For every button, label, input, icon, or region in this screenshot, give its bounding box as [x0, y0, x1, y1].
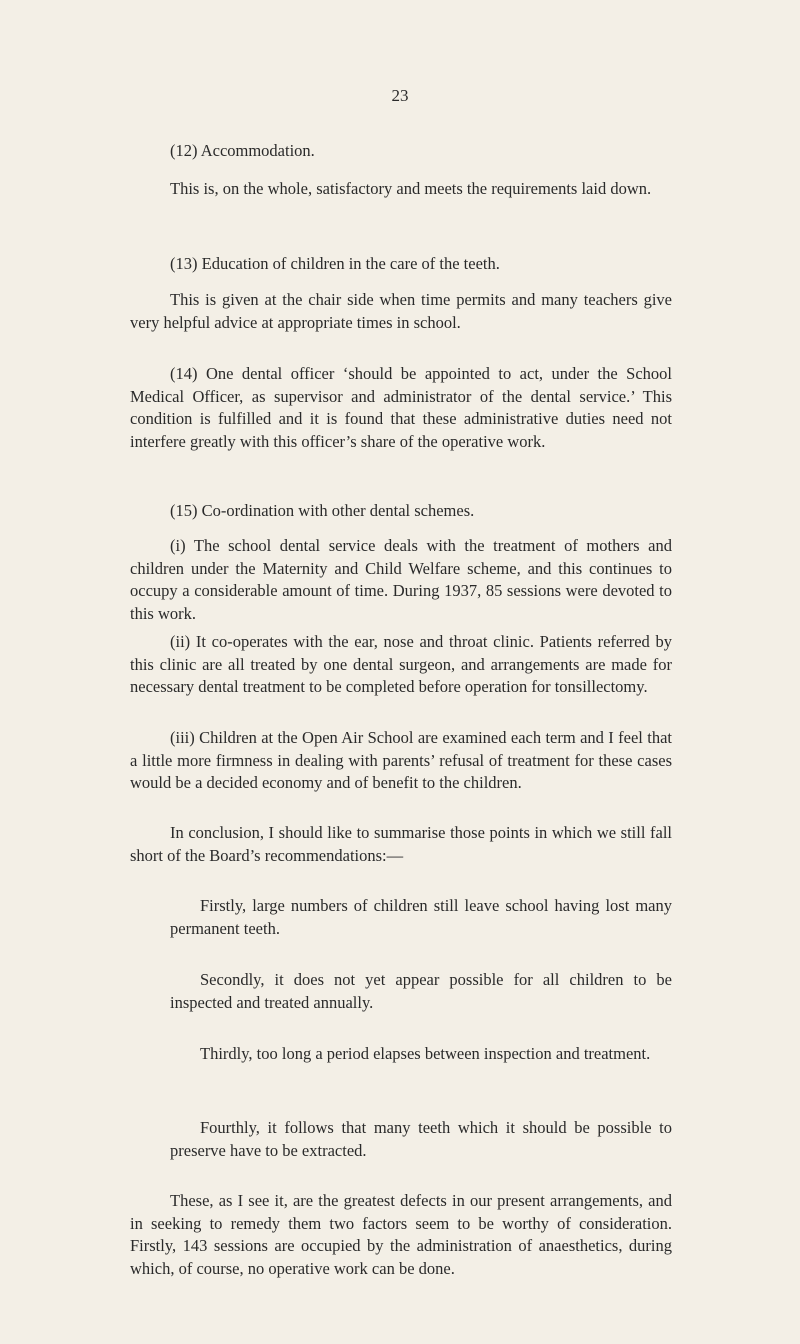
- point-fourthly: [170, 1117, 672, 1162]
- heading-accommodation: (12) Accommodation.: [170, 141, 315, 160]
- paragraph-coordination-ii: (ii) It co-operates with the ear, nose and throat clinic. Patients referred by this clinic are all treated by one dental surgeon, and arrangements are made for necessary dental treatment to be completed before operation for tonsillectomy.: [130, 632, 672, 696]
- paragraph-accommodation: This is, on the whole, satisfactory and meets the requirements laid down.: [170, 179, 652, 198]
- point-firstly-text: Firstly, large numbers of children still leave school having lost many permanent teeth.: [170, 896, 672, 938]
- point-fourthly-text: Fourthly, it follows that many teeth which it should be possible to preserve have to be extracted.: [170, 1118, 672, 1160]
- paragraph-final: These, as I see it, are the greatest defects in our present arrangements, and in seeking to remedy them two factors seem to be worthy of consideration. Firstly, 143 sessions are occupied by the administration of anaesthetics, during which, of course, no operative work can be done.: [130, 1191, 672, 1278]
- point-thirdly: [170, 1043, 672, 1066]
- heading-co-ordination: (15) Co-ordination with other dental schemes.: [170, 501, 475, 520]
- point-secondly-text: Secondly, it does not yet appear possible for all children to be inspected and treated annually.: [170, 970, 672, 1012]
- paragraph-dental-officer: (14) One dental officer ‘should be appointed to act, under the School Medical Officer, as supervisor and administrator of the dental service.’ This condition is fulfilled and it is found that these administrative duties need not interfere greatly with this officer’s share of the operative work.: [130, 364, 672, 451]
- paragraph-conclusion: In conclusion, I should like to summarise those points in which we still fall short of the Board’s recommendations:—: [130, 823, 672, 865]
- point-firstly: [170, 895, 672, 940]
- paragraph-education: This is given at the chair side when time permits and many teachers give very helpful advice at appropriate times in school.: [130, 290, 672, 332]
- paragraph-coordination-iii: (iii) Children at the Open Air School are examined each term and I feel that a little more firmness in dealing with parents’ refusal of treatment for these cases would be a decided economy and of benefit to the children.: [130, 728, 672, 792]
- heading-education: (13) Education of children in the care of the teeth.: [170, 254, 500, 273]
- point-thirdly-text: Thirdly, too long a period elapses between inspection and treatment.: [200, 1044, 651, 1063]
- page-number: 23: [391, 86, 409, 105]
- point-secondly: [170, 969, 672, 1014]
- paragraph-coordination-i: (i) The school dental service deals with the treatment of mothers and children under the Maternity and Child Welfare scheme, and this continues to occupy a considerable amount of time. During 1937, 85 sessions were devoted to this work.: [130, 536, 672, 623]
